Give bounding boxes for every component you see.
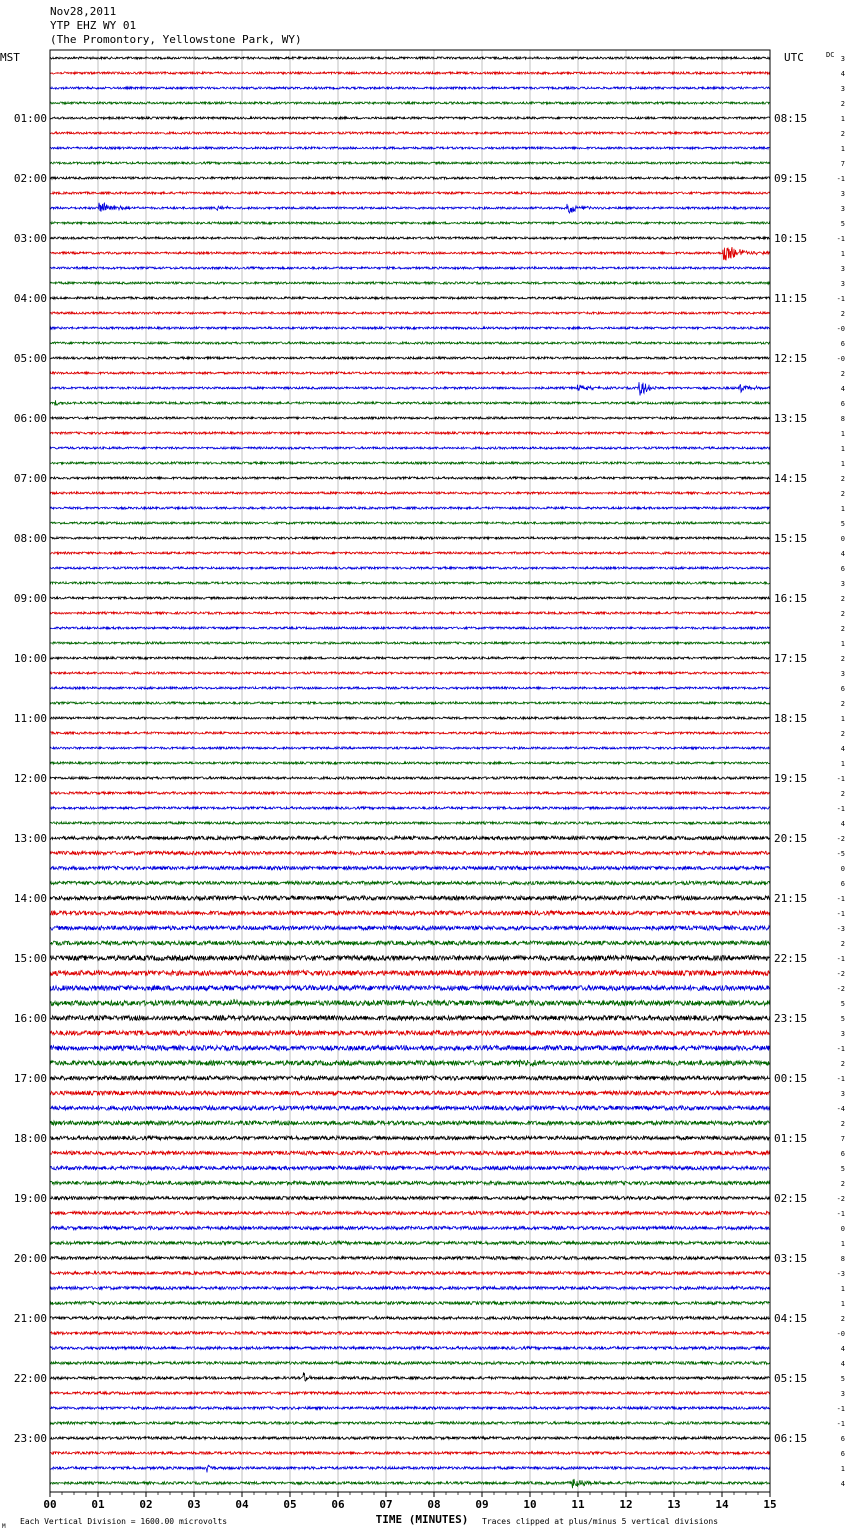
right-time-label: 06:15 [774, 1432, 808, 1445]
x-tick-label: 08 [427, 1498, 441, 1511]
dc-offset-label: 0 [840, 535, 845, 543]
dc-offset-label: -4 [836, 1105, 845, 1113]
dc-offset-label: 6 [840, 1450, 845, 1458]
right-time-label: 13:15 [774, 412, 808, 425]
trace-row-94 [50, 1465, 770, 1472]
trace-row-16 [50, 297, 770, 299]
dc-offset-label: 2 [840, 655, 845, 663]
left-time-label: 14:00 [13, 892, 47, 905]
right-time-label: 20:15 [774, 832, 808, 845]
dc-offset-label: 1 [840, 760, 845, 768]
right-time-label: 11:15 [774, 292, 808, 305]
trace-row-26 [50, 447, 770, 449]
dc-offset-label: 3 [840, 205, 845, 213]
trace-row-29 [50, 492, 770, 494]
dc-offset-label: 1 [840, 430, 845, 438]
trace-row-11 [50, 222, 770, 224]
left-time-label: 11:00 [13, 712, 47, 725]
dc-offset-label: 3 [840, 1090, 845, 1098]
right-time-label: 05:15 [774, 1372, 808, 1385]
trace-row-69 [50, 1091, 770, 1095]
trace-row-72 [50, 1136, 770, 1140]
dc-offset-label: -1 [836, 175, 845, 183]
trace-row-50 [50, 807, 770, 809]
trace-row-58 [50, 926, 770, 930]
dc-offset-label: -1 [836, 1405, 845, 1413]
trace-row-49 [50, 792, 770, 794]
left-time-label: 09:00 [13, 592, 47, 605]
trace-row-13 [50, 247, 770, 260]
right-zone-label: UTC [784, 51, 804, 64]
right-time-label: 19:15 [774, 772, 808, 785]
dc-offset-label: 1 [840, 505, 845, 513]
x-tick-label: 06 [331, 1498, 345, 1511]
right-time-label: 15:15 [774, 532, 808, 545]
trace-row-85 [50, 1332, 770, 1335]
left-time-label: 01:00 [13, 112, 47, 125]
x-tick-label: 10 [523, 1498, 537, 1511]
trace-row-17 [50, 312, 770, 314]
frame-rect [50, 50, 770, 1492]
x-tick-label: 05 [283, 1498, 297, 1511]
trace-row-78 [50, 1226, 770, 1229]
left-time-label: 23:00 [13, 1432, 47, 1445]
trace-row-5 [50, 132, 770, 134]
dc-offset-label: 2 [840, 100, 845, 108]
dc-offset-label: 2 [840, 475, 845, 483]
corner-mark: M [2, 1523, 6, 1530]
dc-offset-label: 2 [840, 370, 845, 378]
trace-row-70 [50, 1106, 770, 1110]
right-time-label: 00:15 [774, 1072, 808, 1085]
dc-offset-label: 2 [840, 610, 845, 618]
left-time-label: 07:00 [13, 472, 47, 485]
dc-offset-label: 2 [840, 130, 845, 138]
dc-offset-labels [837, 55, 845, 1488]
dc-offset-label: 6 [840, 565, 845, 573]
dc-offset-label: 2 [840, 1120, 845, 1128]
dc-offset-label: 1 [840, 1465, 845, 1473]
right-time-label: 10:15 [774, 232, 808, 245]
trace-row-36 [50, 597, 770, 599]
x-tick-label: 01 [91, 1498, 105, 1511]
left-time-label: 15:00 [13, 952, 47, 965]
dc-offset-label: 4 [840, 1480, 845, 1488]
trace-row-23 [50, 400, 770, 405]
dc-offset-label: -1 [836, 910, 845, 918]
left-time-label: 16:00 [13, 1012, 47, 1025]
dc-offset-label: 1 [840, 640, 845, 648]
dc-offset-label: 6 [840, 400, 845, 408]
trace-row-21 [50, 372, 770, 374]
right-time-label: 12:15 [774, 352, 808, 365]
trace-row-3 [50, 102, 770, 104]
dc-offset-label: 6 [840, 880, 845, 888]
trace-row-33 [50, 552, 770, 554]
dc-offset-label: 3 [840, 1030, 845, 1038]
dc-offset-label: 4 [840, 550, 845, 558]
trace-row-84 [50, 1317, 770, 1320]
right-time-label: 21:15 [774, 892, 808, 905]
left-time-label: 05:00 [13, 352, 47, 365]
trace-row-71 [50, 1121, 770, 1125]
trace-row-59 [50, 941, 770, 945]
trace-row-0 [50, 57, 770, 59]
dc-offset-label: -0 [836, 325, 845, 333]
x-tick-label: 12 [619, 1498, 633, 1511]
dc-offset-label: 4 [840, 745, 845, 753]
dc-offset-label: -2 [836, 1195, 845, 1203]
dc-offset-label: 5 [840, 1015, 845, 1023]
trace-row-91 [50, 1422, 770, 1425]
dc-offset-label: 0 [840, 865, 845, 873]
dc-offset-label: 2 [840, 700, 845, 708]
trace-group [50, 57, 770, 1488]
trace-row-83 [50, 1301, 770, 1304]
trace-row-51 [50, 822, 770, 824]
left-time-label: 10:00 [13, 652, 47, 665]
dc-offset-label: 2 [840, 790, 845, 798]
left-time-label: 08:00 [13, 532, 47, 545]
x-axis-title: TIME (MINUTES) [375, 1513, 469, 1526]
right-time-label: 09:15 [774, 172, 808, 185]
left-time-label: 18:00 [13, 1132, 47, 1145]
dc-offset-label: 4 [840, 820, 845, 828]
left-time-label: 17:00 [13, 1072, 47, 1085]
dc-offset-label: 4 [840, 1360, 845, 1368]
dc-offset-label: 4 [840, 385, 845, 393]
dc-offset-label: -1 [836, 1210, 845, 1218]
trace-row-57 [50, 911, 770, 915]
trace-row-35 [50, 582, 770, 584]
dc-offset-label: -5 [836, 850, 845, 858]
dc-offset-label: 2 [840, 1180, 845, 1188]
plot-frame [50, 50, 770, 1492]
dc-offset-label: 1 [840, 250, 845, 258]
trace-row-43 [50, 702, 770, 704]
right-time-label: 02:15 [774, 1192, 808, 1205]
trace-row-61 [50, 970, 770, 975]
trace-row-24 [50, 417, 770, 419]
dc-label: DC [826, 51, 835, 59]
trace-row-92 [50, 1437, 770, 1440]
right-time-labels [774, 112, 807, 1445]
dc-offset-label: 3 [840, 55, 845, 63]
dc-offset-label: 1 [840, 445, 845, 453]
header-station: YTP EHZ WY 01 [50, 19, 137, 32]
dc-offset-label: 2 [840, 940, 845, 948]
dc-offset-label: 8 [840, 1255, 845, 1263]
dc-offset-label: 1 [840, 115, 845, 123]
trace-row-77 [50, 1211, 770, 1214]
trace-row-9 [50, 192, 770, 194]
trace-row-76 [50, 1196, 770, 1199]
x-tick-label: 07 [379, 1498, 393, 1511]
scale-note: Each Vertical Division = 1600.00 microvolts [20, 1517, 228, 1526]
left-time-labels [14, 112, 47, 1445]
trace-row-74 [50, 1166, 770, 1170]
dc-offset-label: 2 [840, 490, 845, 498]
trace-row-22 [50, 382, 770, 395]
left-time-label: 19:00 [13, 1192, 47, 1205]
left-time-label: 12:00 [13, 772, 47, 785]
dc-offset-label: 2 [840, 310, 845, 318]
dc-offset-label: -1 [836, 955, 845, 963]
dc-offset-label: 2 [840, 730, 845, 738]
dc-offset-label: 4 [840, 1345, 845, 1353]
dc-offset-label: -2 [836, 970, 845, 978]
trace-row-75 [50, 1181, 770, 1185]
trace-row-45 [50, 732, 770, 734]
left-zone-label: MST [0, 51, 20, 64]
dc-offset-label: 2 [840, 1060, 845, 1068]
dc-offset-label: 3 [840, 265, 845, 273]
trace-row-81 [50, 1271, 770, 1274]
right-time-label: 01:15 [774, 1132, 808, 1145]
dc-offset-label: 3 [840, 85, 845, 93]
trace-row-31 [50, 522, 770, 524]
trace-row-79 [50, 1241, 770, 1244]
trace-row-46 [50, 747, 770, 749]
trace-row-88 [50, 1372, 770, 1381]
trace-row-87 [50, 1362, 770, 1365]
trace-row-65 [50, 1031, 770, 1036]
trace-row-42 [50, 687, 770, 689]
right-time-label: 03:15 [774, 1252, 808, 1265]
dc-offset-label: 5 [840, 1165, 845, 1173]
trace-row-95 [50, 1479, 770, 1488]
left-time-label: 20:00 [13, 1252, 47, 1265]
dc-offset-label: 8 [840, 415, 845, 423]
dc-offset-label: 3 [840, 280, 845, 288]
trace-row-89 [50, 1392, 770, 1395]
trace-row-32 [50, 537, 770, 539]
trace-row-38 [50, 627, 770, 629]
trace-row-14 [50, 267, 770, 269]
trace-row-80 [50, 1256, 770, 1259]
x-tick-label: 02 [139, 1498, 153, 1511]
dc-offset-label: -1 [836, 1075, 845, 1083]
dc-offset-label: 7 [840, 160, 845, 168]
trace-row-6 [50, 147, 770, 149]
x-tick-label: 00 [43, 1498, 57, 1511]
trace-row-82 [50, 1286, 770, 1289]
header-location: (The Promontory, Yellowstone Park, WY) [50, 33, 302, 46]
trace-row-15 [50, 282, 770, 284]
trace-row-30 [50, 507, 770, 509]
right-time-label: 23:15 [774, 1012, 808, 1025]
dc-offset-label: -1 [836, 775, 845, 783]
dc-offset-label: 3 [840, 190, 845, 198]
trace-row-73 [50, 1151, 770, 1155]
trace-row-62 [50, 985, 770, 990]
dc-offset-label: 2 [840, 1315, 845, 1323]
dc-offset-label: 1 [840, 715, 845, 723]
trace-row-47 [50, 762, 770, 764]
right-time-label: 17:15 [774, 652, 808, 665]
dc-offset-label: 3 [840, 670, 845, 678]
right-time-label: 14:15 [774, 472, 808, 485]
dc-offset-label: 6 [840, 1150, 845, 1158]
dc-offset-label: -1 [836, 235, 845, 243]
right-time-label: 08:15 [774, 112, 808, 125]
trace-row-12 [50, 237, 770, 239]
header-date: Nov28,2011 [50, 5, 117, 18]
trace-row-93 [50, 1452, 770, 1455]
dc-offset-label: -0 [836, 1330, 845, 1338]
dc-offset-label: 2 [840, 625, 845, 633]
x-tick-label: 03 [187, 1498, 201, 1511]
x-tick-label: 13 [667, 1498, 681, 1511]
dc-offset-label: 7 [840, 1135, 845, 1143]
dc-offset-label: 5 [840, 520, 845, 528]
dc-offset-label: -0 [836, 355, 845, 363]
x-tick-label: 09 [475, 1498, 489, 1511]
x-axis-ticks [43, 1492, 776, 1511]
left-time-label: 21:00 [13, 1312, 47, 1325]
trace-row-67 [50, 1060, 770, 1067]
dc-offset-label: -1 [836, 895, 845, 903]
dc-offset-label: -1 [836, 805, 845, 813]
dc-offset-label: 3 [840, 1390, 845, 1398]
dc-offset-label: 1 [840, 1285, 845, 1293]
x-tick-label: 04 [235, 1498, 249, 1511]
dc-offset-label: 3 [840, 580, 845, 588]
trace-row-54 [50, 866, 770, 870]
trace-row-25 [50, 432, 770, 434]
dc-offset-label: -2 [836, 835, 845, 843]
dc-offset-label: -1 [836, 1045, 845, 1053]
left-time-label: 13:00 [13, 832, 47, 845]
dc-offset-label: 1 [840, 1240, 845, 1248]
trace-row-56 [50, 896, 770, 900]
left-time-label: 02:00 [13, 172, 47, 185]
trace-row-52 [50, 836, 770, 840]
trace-row-18 [50, 327, 770, 329]
trace-row-63 [50, 999, 770, 1006]
right-time-label: 18:15 [774, 712, 808, 725]
trace-row-64 [50, 1016, 770, 1021]
trace-row-27 [50, 462, 770, 464]
trace-row-53 [50, 851, 770, 855]
right-time-label: 04:15 [774, 1312, 808, 1325]
trace-row-66 [50, 1046, 770, 1051]
x-tick-label: 14 [715, 1498, 729, 1511]
trace-row-10 [50, 203, 770, 213]
dc-offset-label: 1 [840, 460, 845, 468]
trace-row-40 [50, 657, 770, 659]
x-tick-label: 15 [763, 1498, 777, 1511]
trace-row-34 [50, 567, 770, 569]
trace-row-19 [50, 342, 770, 344]
dc-offset-label: -2 [836, 985, 845, 993]
dc-offset-label: 5 [840, 1000, 845, 1008]
dc-offset-label: -3 [836, 1270, 845, 1278]
trace-row-7 [50, 162, 770, 164]
trace-row-1 [50, 72, 770, 74]
trace-row-48 [50, 777, 770, 779]
dc-offset-label: 1 [840, 145, 845, 153]
trace-row-68 [50, 1076, 770, 1080]
right-time-label: 22:15 [774, 952, 808, 965]
trace-row-8 [50, 177, 770, 179]
trace-row-37 [50, 612, 770, 614]
trace-row-20 [50, 357, 770, 359]
trace-row-4 [50, 117, 770, 119]
left-time-label: 03:00 [13, 232, 47, 245]
dc-offset-label: -3 [836, 925, 845, 933]
trace-row-55 [50, 881, 770, 885]
dc-offset-label: 5 [840, 220, 845, 228]
trace-row-90 [50, 1407, 770, 1410]
dc-offset-label: -1 [836, 1420, 845, 1428]
trace-row-39 [50, 642, 770, 644]
dc-offset-label: 2 [840, 595, 845, 603]
trace-row-44 [50, 717, 770, 719]
trace-row-2 [50, 87, 770, 89]
left-time-label: 06:00 [13, 412, 47, 425]
dc-offset-label: 6 [840, 685, 845, 693]
dc-offset-label: 4 [840, 70, 845, 78]
clip-note: Traces clipped at plus/minus 5 vertical divisions [482, 1517, 719, 1526]
trace-row-28 [50, 477, 770, 479]
left-time-label: 22:00 [13, 1372, 47, 1385]
trace-row-41 [50, 672, 770, 674]
dc-offset-label: 5 [840, 1375, 845, 1383]
dc-offset-label: 0 [840, 1225, 845, 1233]
grid-lines [98, 50, 722, 1492]
left-time-label: 04:00 [13, 292, 47, 305]
dc-offset-label: 6 [840, 340, 845, 348]
trace-row-86 [50, 1347, 770, 1350]
x-tick-label: 11 [571, 1498, 585, 1511]
right-time-label: 16:15 [774, 592, 808, 605]
dc-offset-label: -1 [836, 295, 845, 303]
dc-offset-label: 1 [840, 1300, 845, 1308]
dc-offset-label: 6 [840, 1435, 845, 1443]
trace-row-60 [50, 955, 770, 960]
